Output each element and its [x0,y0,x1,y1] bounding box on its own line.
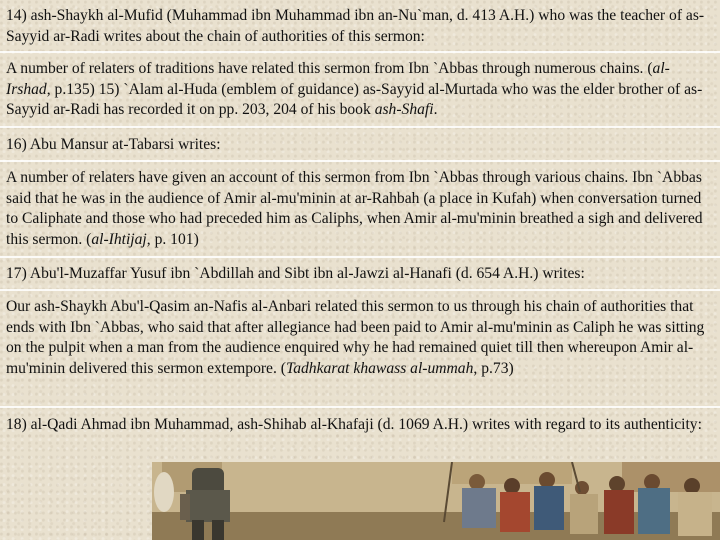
book-title: Tadhkarat khawass al-ummah [285,359,474,377]
book-title: ash-Shafi [374,101,434,118]
separator-line [0,256,720,258]
body-text: , p.73) [473,359,514,377]
body-text: , p.135) 15) `Alam al-Huda (emblem of guidance) as-Sayyid al-Murtada who was the elder brother of as-Sayyid ar-Radi has recorded it on pp. 203, 204 of his book [6,80,703,118]
body-text: A number of relaters have given an account of this sermon from Ibn `Abbas through various chains. Ibn `Abbas said that he was in the audience of Amir al-mu'minin at ar-Rahbah (a place in Kufah) when conversation turned to Caliphate and those who had preceded him as Caliphs, when Amir al-mu'minin breathed a sigh and delivered this sermon. ( [6,169,703,248]
separator-line [0,126,720,128]
paragraph-16-body [6,168,714,250]
body-text: , p. 101) [146,230,199,248]
paragraph-18-heading: 18) al-Qadi Ahmad ibn Muhammad, ash-Shihab al-Khafaji (d. 1069 A.H.) writes with regard to its authenticity: [6,416,702,433]
book-title: al-Irshad [6,60,670,98]
painting-image [152,462,720,540]
paragraph-17-body [6,297,714,379]
body-text: A number of relaters of traditions have related this sermon from Ibn `Abbas through numerous chains. ( [6,60,653,77]
paragraph-16-heading: 16) Abu Mansur at-Tabarsi writes: [6,136,221,153]
book-title: al-Ihtijaj [91,230,147,248]
body-text: Our ash-Shaykh Abu'l-Qasim an-Nafis al-Anbari related this sermon to us through his chain of authorities that ends with Ibn `Abbas, who said that after allegiance had been paid to Amir al-mu'minin as Caliph he was sitting on the pulpit when a man from the audience enquired why he had remained quiet till then whereupon Amir al-mu'minin delivered this sermon extempore. ( [6,298,705,377]
paragraph-17-heading: 17) Abu'l-Muzaffar Yusuf ibn `Abdillah and Sibt ibn al-Jawzi al-Hanafi (d. 654 A.H.) writes: [6,265,585,282]
separator-line [0,289,720,291]
separator-line [0,406,720,408]
separator-line [0,51,720,53]
paragraph-14-body [6,59,714,121]
body-text: . [433,101,438,118]
separator-line [0,160,720,162]
paragraph-14-heading: 14) ash-Shaykh al-Mufid (Muhammad ibn Muhammad ibn an-Nu`man, d. 413 A.H.) who was the teacher of as-Sayyid ar-Radi writes about the chain of authorities of this sermon: [6,7,705,45]
